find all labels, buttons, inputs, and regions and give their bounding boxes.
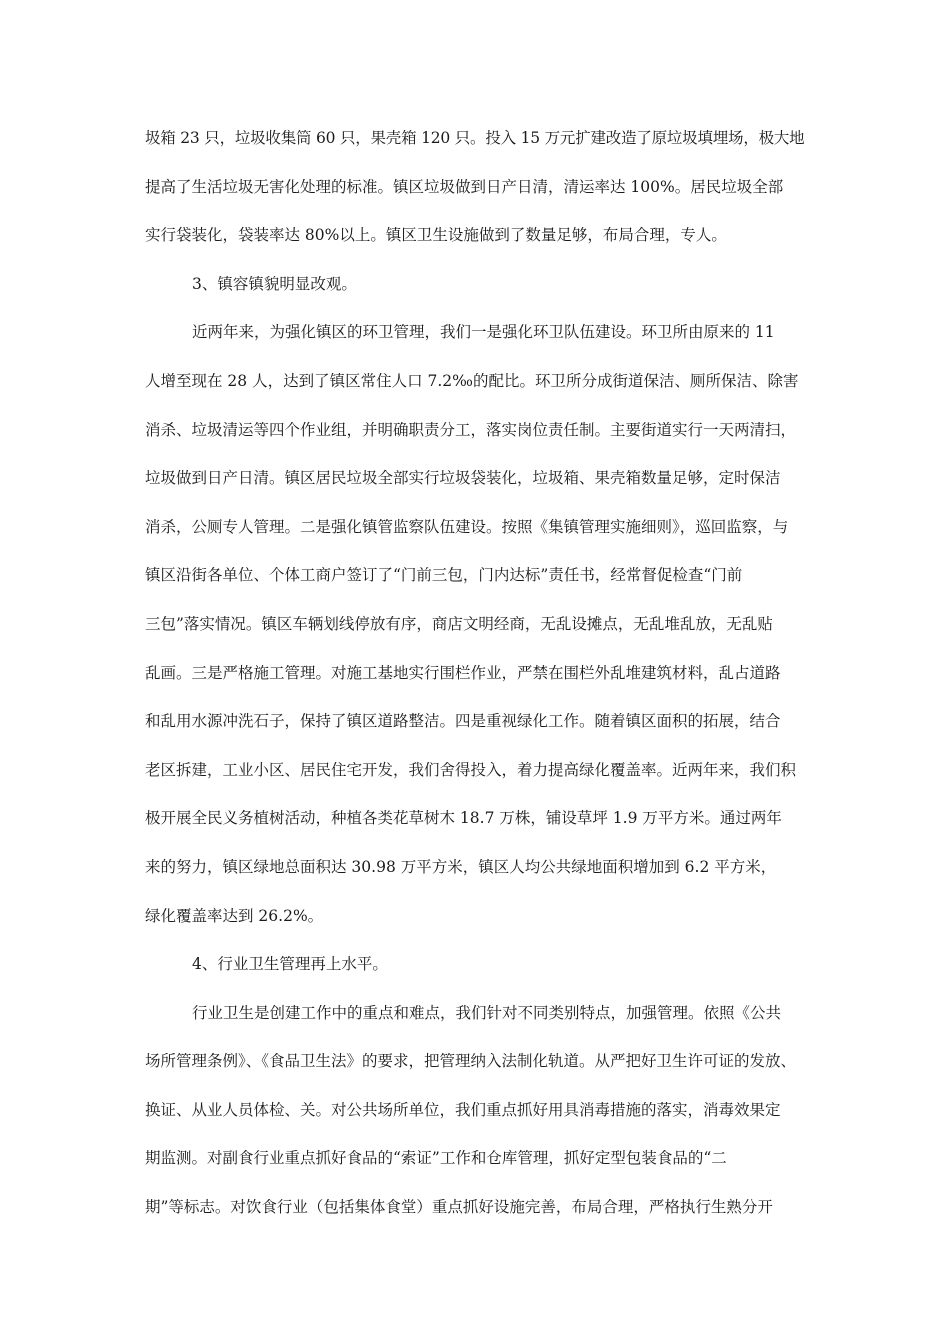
paragraph-line: 人增至现在 28 人，达到了镇区常住人口 7.2‰的配比。环卫所分成街道保洁、厕所保洁、除害 xyxy=(145,371,799,390)
paragraph-line: 和乱用水源冲洗石子，保持了镇区道路整洁。四是重视绿化工作。随着镇区面积的拓展，结合 xyxy=(145,712,781,731)
paragraph-line: 实行袋装化，袋装率达 80%以上。镇区卫生设施做到了数量足够，布局合理，专人。 xyxy=(145,226,727,245)
paragraph-line: 乱画。三是严格施工管理。对施工基地实行围栏作业，严禁在围栏外乱堆建筑材料，乱占道路 xyxy=(145,663,781,682)
paragraph-line: 三包”落实情况。镇区车辆划线停放有序，商店文明经商，无乱设摊点，无乱堆乱放，无乱贴 xyxy=(145,614,773,633)
paragraph-line: 消杀、垃圾清运等四个作业组，并明确职责分工，落实岗位责任制。主要街道实行一天两清扫， xyxy=(145,420,797,439)
paragraph-line: 换证、从业人员体检、关。对公共场所单位，我们重点抓好用具消毒措施的落实，消毒效果定 xyxy=(145,1100,781,1119)
paragraph-line: 老区拆建，工业小区、居民住宅开发，我们舍得投入，着力提高绿化覆盖率。近两年来，我们积 xyxy=(145,760,797,779)
paragraph-line: 极开展全民义务植树活动，种植各类花草树木 18.7 万株，铺设草坪 1.9 万平方米。通过两年 xyxy=(145,809,782,828)
paragraph-line-indented: 行业卫生是创建工作中的重点和难点，我们针对不同类别特点，加强管理。依照《公共 xyxy=(192,1003,782,1022)
paragraph-line: 来的努力，镇区绿地总面积达 30.98 万平方米，镇区人均公共绿地面积增加到 6.2 平方米， xyxy=(145,857,777,876)
paragraph-line-indented: 3、镇容镇貌明显改观。 xyxy=(192,274,357,293)
paragraph-line-indented: 4、行业卫生管理再上水平。 xyxy=(192,955,388,974)
paragraph-line: 垃圾做到日产日清。镇区居民垃圾全部实行垃圾袋装化，垃圾箱、果壳箱数量足够，定时保洁 xyxy=(145,469,781,488)
paragraph-line: 绿化覆盖率达到 26.2%。 xyxy=(145,906,324,925)
paragraph-line: 提高了生活垃圾无害化处理的标准。镇区垃圾做到日产日清，清运率达 100%。居民垃圾全部 xyxy=(145,177,784,196)
paragraph-line: 期”等标志。对饮食行业（包括集体食堂）重点抓好设施完善，布局合理，严格执行生熟分开 xyxy=(145,1198,773,1217)
paragraph-line: 期监测。对副食行业重点抓好食品的“索证”工作和仓库管理，抓好定型包装食品的“二 xyxy=(145,1149,727,1168)
paragraph-line: 圾箱 23 只，垃圾收集筒 60 只，果壳箱 120 只。投入 15 万元扩建改造了原垃圾填埋场，极大地 xyxy=(145,129,805,147)
document-body xyxy=(145,118,805,1236)
paragraph-line-indented: 近两年来，为强化镇区的环卫管理，我们一是强化环卫队伍建设。环卫所由原来的 11 xyxy=(192,323,775,342)
paragraph-line: 消杀，公厕专人管理。二是强化镇管监察队伍建设。按照《集镇管理实施细则》，巡回监察，与 xyxy=(145,517,789,536)
paragraph-line: 镇区沿街各单位、个体工商户签订了“门前三包，门内达标”责任书，经常督促检查“门前 xyxy=(145,566,743,585)
paragraph-line: 场所管理条例》、《食品卫生法》的要求，把管理纳入法制化轨道。从严把好卫生许可证的发放、 xyxy=(145,1052,797,1071)
